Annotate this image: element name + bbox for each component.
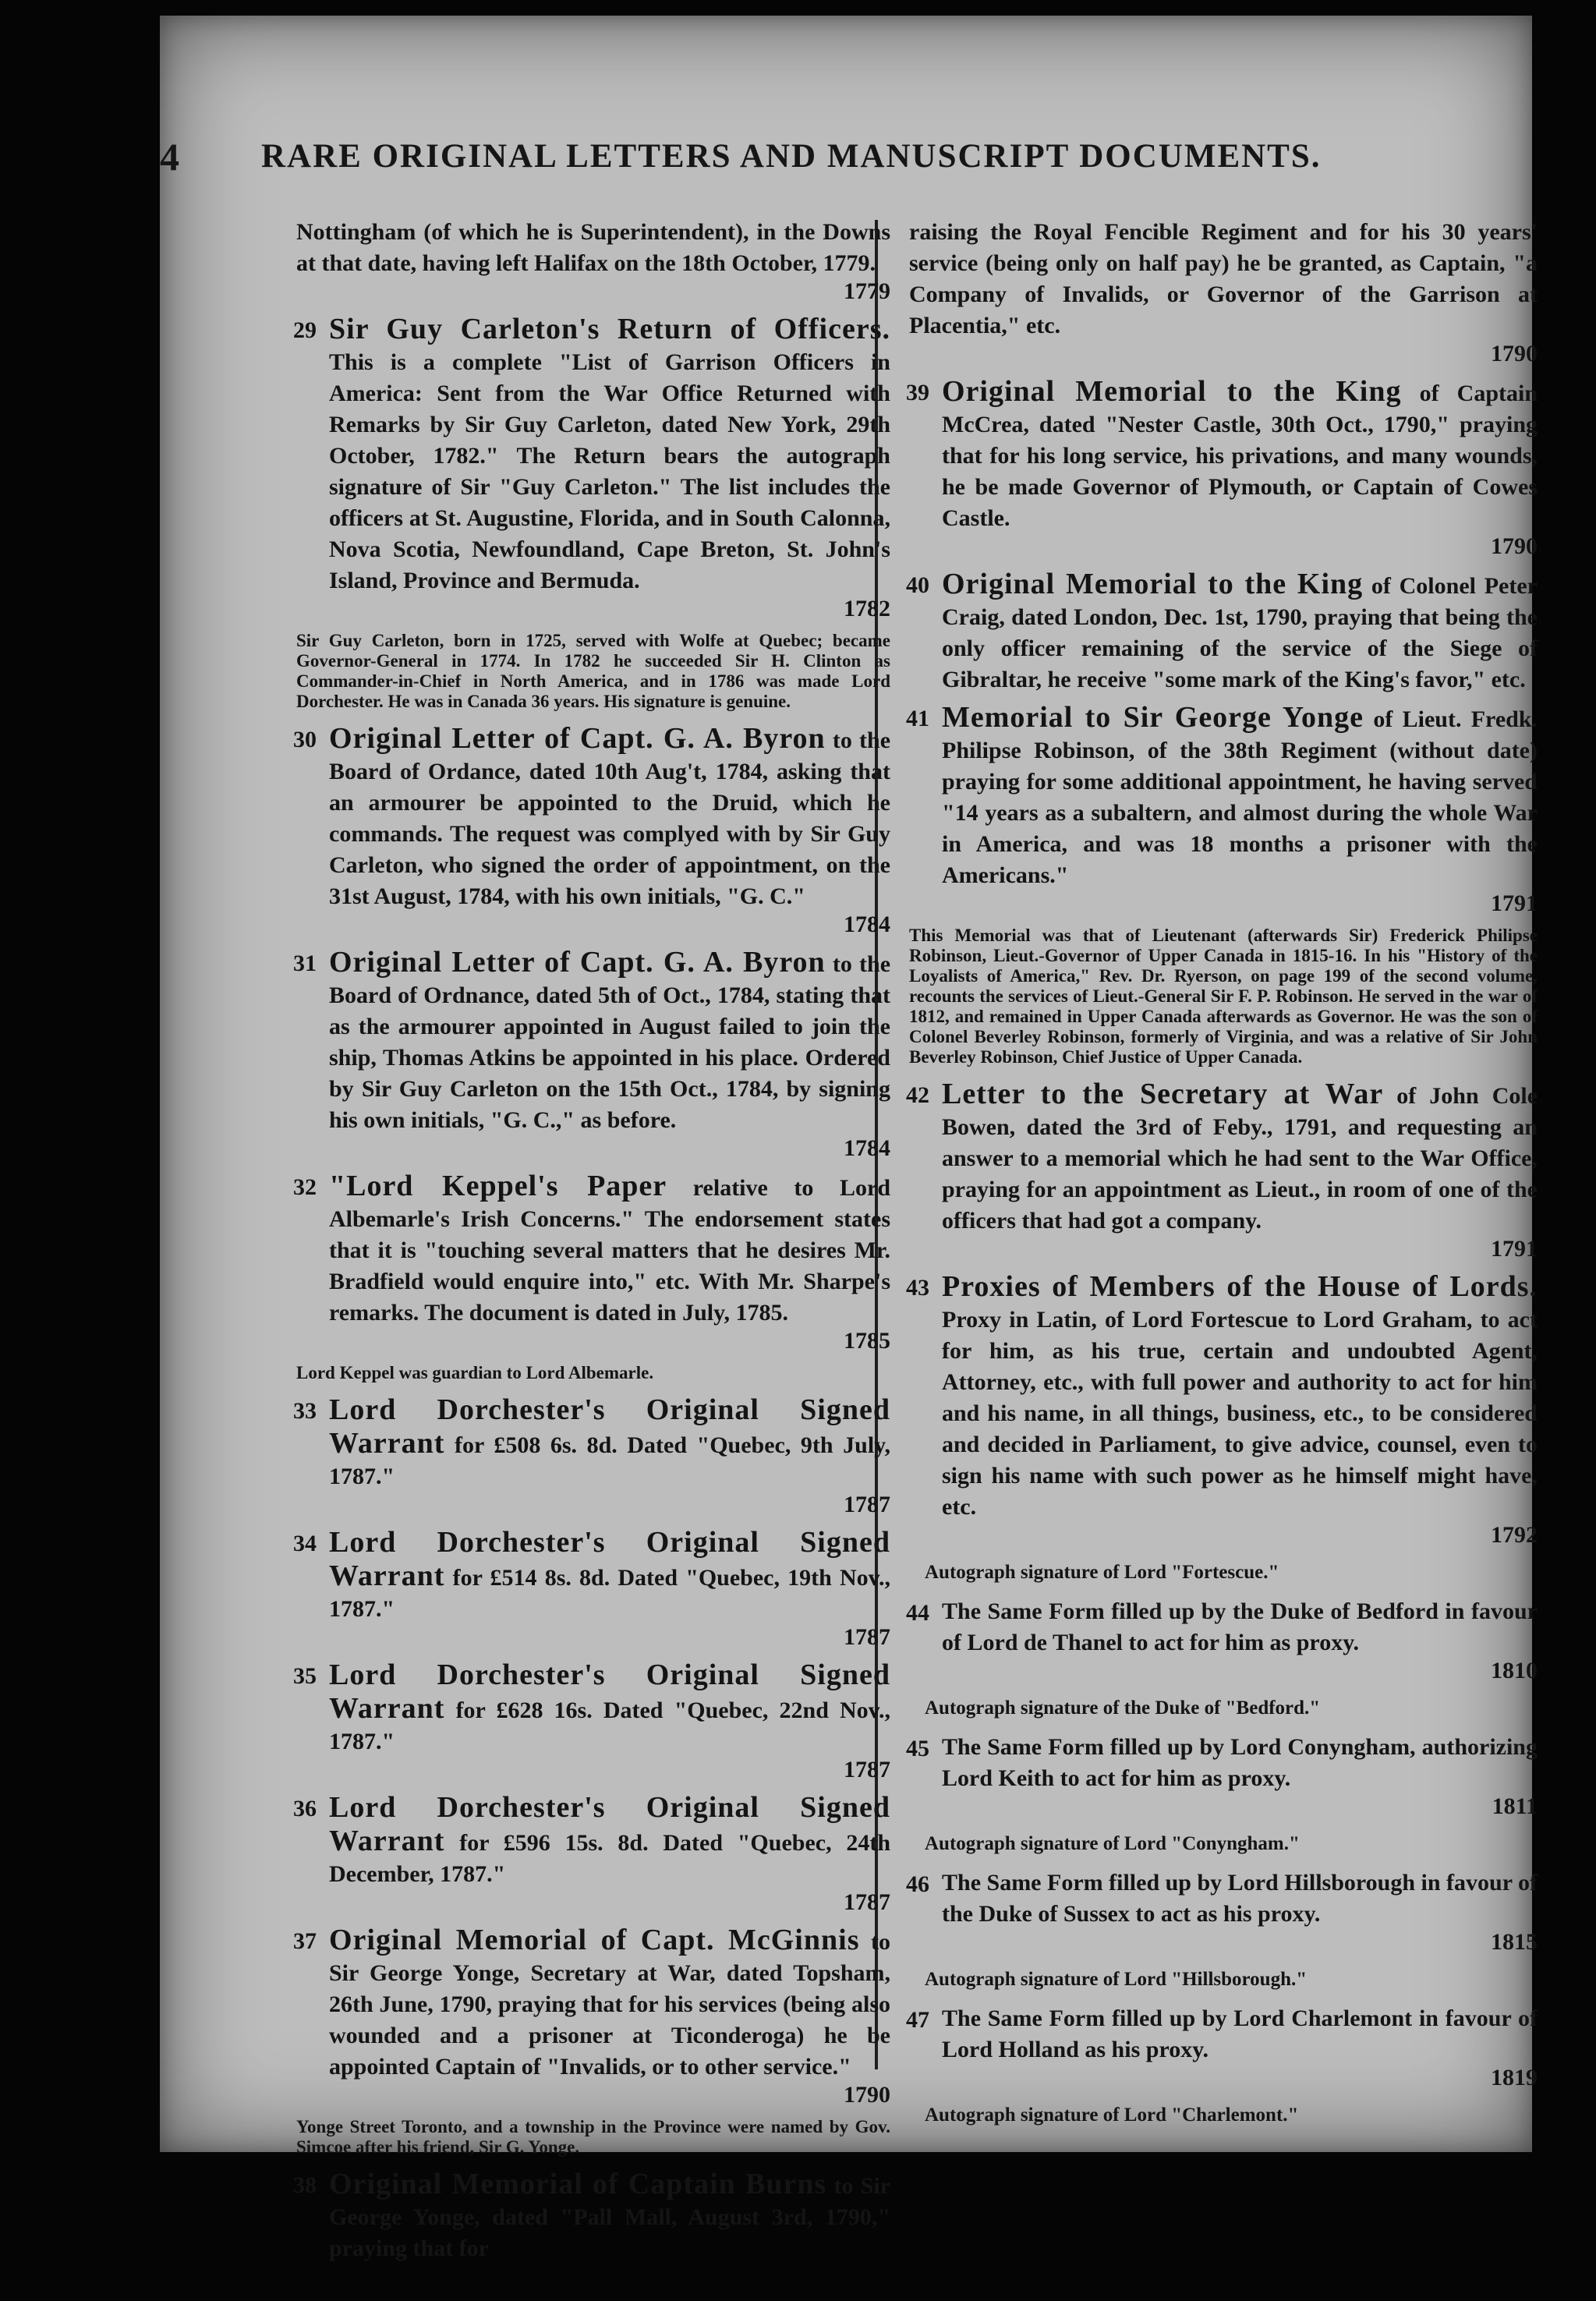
entry-text: of John Cole Bowen, dated the 3rd of Feby., 1791, and requesting an answer to a memorial which he had sent to the War Office, praying for an appointment as Lieut., in room of one of the officers that had got a company. — [942, 1083, 1538, 1234]
entry-date: 1782 — [844, 596, 890, 621]
entry-41 — [906, 701, 1538, 919]
entry-date: 1819 — [1491, 2065, 1538, 2090]
page-header — [160, 134, 1446, 181]
entry-34 — [293, 1526, 890, 1653]
entry-text: The Same Form filled up by the Duke of Bedford in favour of Lord de Thanel to act for him as proxy. — [942, 1598, 1538, 1655]
entry-29 — [293, 313, 890, 625]
entry-title: Memorial to Sir George Yonge — [942, 701, 1364, 734]
entry-text: of Colonel Peter Craig, dated London, Dec. 1st, 1790, praying that being the only officer remaining of the service of the Siege of Gibraltar, he receive "some mark of the King's favor," etc. — [942, 573, 1538, 692]
entry-date: 1811 — [1492, 1793, 1538, 1819]
entry-text: for £596 15s. 8d. Dated "Quebec, 24th December, 1787." — [329, 1830, 891, 1887]
entry-text: to the Board of Ordnance, dated 5th of Oct., 1784, stating that as the armourer appointed in August failed to join the ship, Thomas Atkins be appointed in his place. Ordered by Sir Guy Carleton on the 15th Oct., 1784, by signing his own initials, "G. C.," as before. — [329, 951, 891, 1133]
entry-signature-note: Autograph signature of the Duke of "Bedford." — [925, 1697, 1321, 1719]
entry-text: for £514 8s. 8d. Dated "Quebec, 19th Nov., 1787." — [329, 1565, 890, 1622]
entry-title: Lord Dorchester's Original Signed Warrant — [329, 1393, 890, 1460]
entry-title: Lord Dorchester's Original Signed Warrant — [329, 1526, 890, 1592]
entry-42 — [906, 1078, 1538, 1265]
entry-signature-note: Autograph signature of Lord "Conyngham." — [925, 1833, 1300, 1854]
entry-number: 32 — [293, 1174, 317, 1200]
entry-number: 45 — [906, 1736, 929, 1761]
entry-44 — [906, 1596, 1538, 1687]
entry-date: 1790 — [844, 2082, 890, 2108]
entry-number: 29 — [293, 317, 317, 343]
entry-date: 1787 — [844, 1757, 890, 1782]
entry-text: Nottingham (of which he is Superintendent), in the Downs at that date, having left Halifax on the 18th October, 1779. — [296, 219, 890, 276]
entry-date: 1784 — [844, 1135, 890, 1161]
entry-text: for £508 6s. 8d. Dated "Quebec, 9th July, 1787." — [329, 1432, 891, 1489]
entry-43 — [906, 1270, 1538, 1551]
entry-text: The Same Form filled up by Lord Hillsborough in favour of the Duke of Sussex to act as his proxy. — [942, 1870, 1538, 1927]
entry-39 — [906, 375, 1538, 562]
entry-title: Letter to the Secretary at War — [942, 1078, 1384, 1110]
entry-title: Sir Guy Carleton's Return of Officers. — [329, 313, 890, 345]
entry-number: 34 — [293, 1531, 317, 1556]
entry-title: Original Memorial of Captain Burns — [329, 2168, 827, 2200]
entry-text: The Same Form filled up by Lord Conyngham, authorizing Lord Keith to act for him as proxy. — [942, 1734, 1538, 1791]
entry-text: Proxy in Latin, of Lord Fortescue to Lord Graham, to act for him, as his true, certain and undoubted Agent, Attorney, etc., with full power and authority to act for him and his name, in all things, business, etc., to be considered and decided in Parliament, to give advice, counsel, even to sign his name with such power as he himself might have, etc. — [942, 1307, 1538, 1520]
entry-title: Original Memorial to the King — [942, 568, 1364, 600]
entry-number: 43 — [906, 1275, 929, 1301]
entry-note: Lord Keppel was guardian to Lord Albemarle. — [296, 1363, 654, 1382]
entry-number: 38 — [293, 2172, 317, 2198]
entry-number: 39 — [906, 380, 929, 405]
entry-date: 1790 — [1491, 341, 1538, 366]
entry-signature-note: Autograph signature of Lord "Charlemont." — [925, 2105, 1299, 2126]
entry-title: Original Memorial to the King — [942, 375, 1402, 408]
entry-date: 1785 — [844, 1328, 890, 1354]
entry-31 — [293, 946, 891, 1164]
entry-title: Lord Dorchester's Original Signed Warrant — [329, 1791, 890, 1857]
entry-number: 41 — [906, 706, 929, 731]
entry-32 — [293, 1170, 891, 1357]
entry-number: 46 — [906, 1871, 929, 1897]
entry-text: to Sir George Yonge, Secretary at War, dated Topsham, 26th June, 1790, praying that for his services (being also wounded and a prisoner at Ticonderoga) he be appointed Captain of "Invalids, or to other service." — [329, 1929, 890, 2080]
entry-number: 40 — [906, 572, 929, 598]
entry-title: Lord Dorchester's Original Signed Warrant — [329, 1658, 890, 1725]
entry-number: 42 — [906, 1082, 929, 1108]
entry-title: Proxies of Members of the House of Lords. — [942, 1270, 1538, 1303]
entry-47 — [906, 2003, 1538, 2094]
entry-title: Original Letter of Capt. G. A. Byron — [329, 946, 826, 979]
entry-date: 1791 — [1491, 890, 1538, 916]
entry-38 — [293, 2168, 890, 2264]
entry-date: 1790 — [1491, 533, 1538, 559]
entry-date: 1784 — [844, 912, 890, 937]
entry-signature-note: Autograph signature of Lord "Fortescue." — [925, 1562, 1279, 1583]
entry-number: 47 — [906, 2007, 929, 2033]
entry-title: Original Memorial of Capt. McGinnis — [329, 1924, 860, 1956]
entry-continuation — [296, 217, 890, 307]
entry-number: 37 — [293, 1928, 317, 1954]
entry-text: of Captain McCrea, dated "Nester Castle, 30th Oct., 1790," praying that for his long service, his privations, and many wounds, he be made Governor of Plymouth, or Captain of Cowes Castle. — [942, 381, 1538, 531]
entry-note: Sir Guy Carleton, born in 1725, served with Wolfe at Quebec; became Governor-General in 1774. In 1782 he succeeded Sir H. Clinton as Commander-in-Chief in North America, and in 1786 was made Lord Dorchester. He was in Canada 36 years. His signature is genuine. — [296, 631, 890, 711]
entry-text: The Same Form filled up by Lord Charlemont in favour of Lord Holland as his proxy. — [942, 2005, 1538, 2062]
entry-text: of Lieut. Fredk. Philipse Robinson, of the 38th Regiment (without date) praying for some additional appointment, he having served "14 years as a subaltern, and almost during the whole War in America, and was 18 months a prisoner with the Americans." — [942, 706, 1538, 888]
entry-number: 31 — [293, 950, 317, 976]
entry-text: raising the Royal Fencible Regiment and for his 30 years' service (being only on half pay) he be granted, as Captain, "a Company of Invalids, or Governor of the Garrison at Placentia," etc. — [909, 219, 1538, 338]
entry-date: 1815 — [1491, 1929, 1538, 1955]
entry-signature-note: Autograph signature of Lord "Hillsborough." — [925, 1969, 1308, 1990]
entry-40 — [906, 568, 1538, 696]
entry-date: 1791 — [1491, 1236, 1538, 1262]
entry-number: 36 — [293, 1796, 317, 1821]
entry-date: 1787 — [844, 1624, 890, 1650]
entry-45 — [906, 1732, 1538, 1822]
entry-date: 1810 — [1491, 1658, 1538, 1683]
entry-date: 1787 — [844, 1889, 890, 1915]
entry-number: 35 — [293, 1663, 317, 1689]
entry-35 — [293, 1658, 891, 1786]
entry-text: This is a complete "List of Garrison Officers in America: Sent from the War Office Returned with Remarks by Sir Guy Carleton, dated New York, 29th October, 1782." The Return bears the autograph signature of Sir "Guy Carleton." The list includes the officers at St. Augustine, Florida, and in South Calonna, Nova Scotia, Newfoundland, Cape Breton, St. John's Island, Province and Bermuda. — [329, 349, 890, 593]
entry-30 — [293, 722, 891, 940]
entry-note: This Memorial was that of Lieutenant (afterwards Sir) Frederick Philipse Robinson, Lieut.-Governor of Upper Canada in 1815-16. In his "History of the Loyalists of America," Rev. Dr. Ryerson, on page 199 of the second volume, recounts the services of Lieut.-General Sir F. P. Robinson. He served in the war of 1812, and remained in Upper Canada afterwards as Governor. He was the son of Colonel Beverley Robinson, formerly of Virginia, and was a relative of Sir John Beverley Robinson, Chief Justice of Upper Canada. — [909, 926, 1538, 1067]
entry-date: 1779 — [844, 278, 890, 304]
entry-text: relative to Lord Albemarle's Irish Concerns." The endorsement states that it is "touching several matters that he desires Mr. Bradfield would enquire into," etc. With Mr. Sharpe's remarks. The document is dated in July, 1785. — [329, 1175, 891, 1326]
entry-number: 33 — [293, 1398, 317, 1424]
entry-number: 44 — [906, 1600, 929, 1626]
entry-33 — [293, 1393, 891, 1520]
entry-text: to the Board of Ordance, dated 10th Aug't, 1784, asking that an armourer be appointed to the Druid, which he commands. The request was complyed with by Sir Guy Carleton, who signed the order of appointment, on the 31st August, 1784, with his own initials, "G. C." — [329, 727, 891, 909]
entry-title: "Lord Keppel's Paper — [329, 1170, 667, 1202]
entry-37 — [293, 1924, 890, 2111]
right-column — [906, 217, 1538, 2139]
entry-continuation — [909, 217, 1538, 370]
entry-number: 30 — [293, 727, 317, 752]
entry-text: for £628 16s. Dated "Quebec, 22nd Nov., 1787." — [329, 1697, 891, 1754]
entry-date: 1787 — [844, 1492, 890, 1517]
entry-text: to Sir George Yonge, dated "Pall Mall, August 3rd, 1790," praying that for — [329, 2173, 890, 2261]
entry-46 — [906, 1867, 1538, 1958]
entry-title: Original Letter of Capt. G. A. Byron — [329, 722, 826, 755]
entry-36 — [293, 1791, 891, 1918]
entry-date: 1792 — [1491, 1522, 1538, 1548]
left-column — [293, 217, 891, 2271]
entry-note: Yonge Street Toronto, and a township in the Province were named by Gov. Simcoe after his friend, Sir G. Yonge. — [296, 2117, 890, 2157]
page-number: 4 — [160, 135, 179, 179]
running-title: RARE ORIGINAL LETTERS AND MANUSCRIPT DOCUMENTS. — [261, 138, 1322, 175]
